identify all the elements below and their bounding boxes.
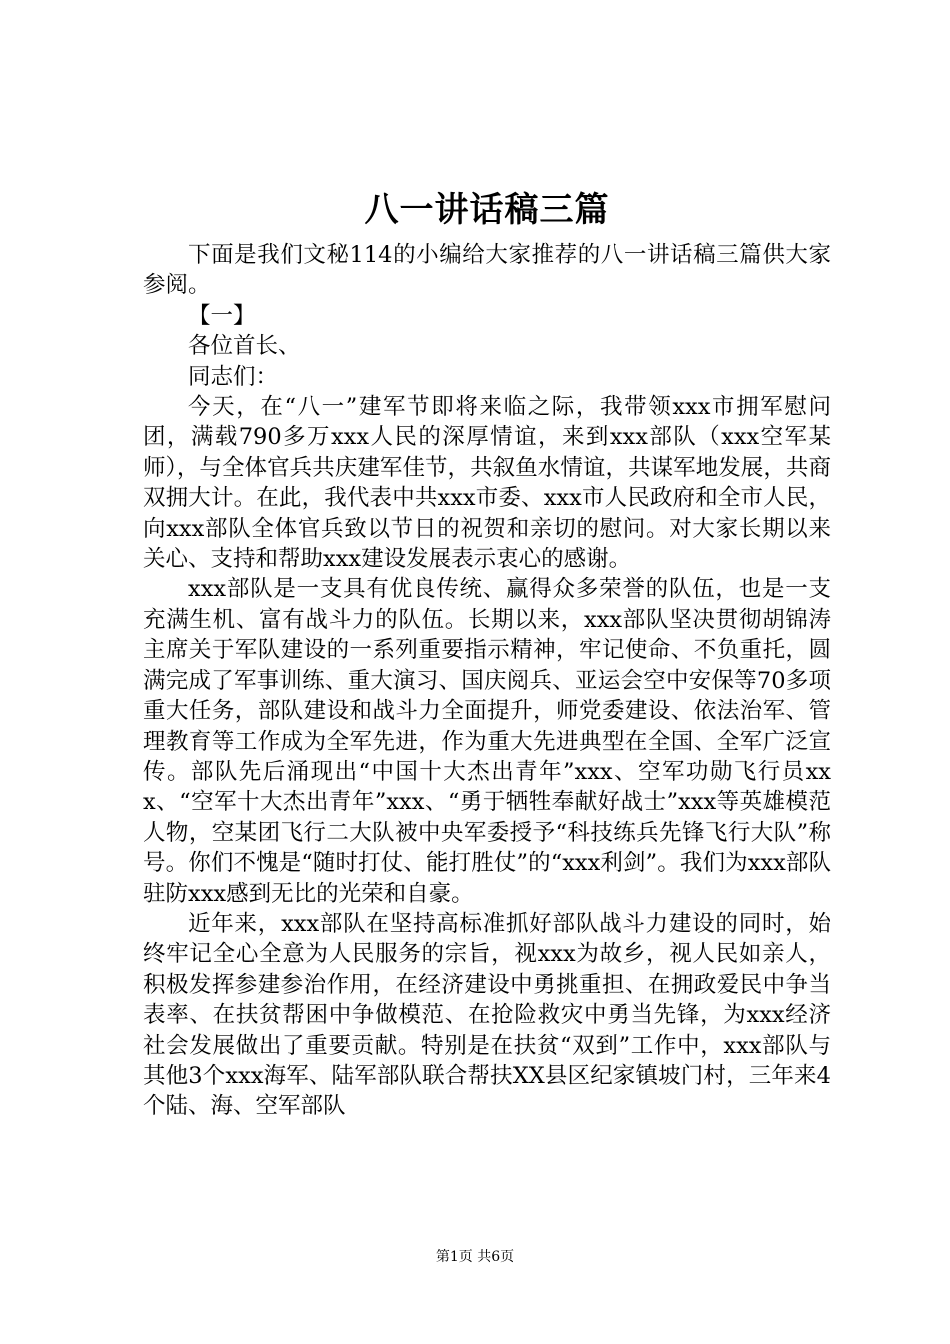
salutation-line: 同志们：: [188, 363, 279, 390]
body-paragraph: 近年来，xxx部队在坚持高标准抓好部队战斗力建设的同时，始终牢记全心全意为人民服务的宗旨，视xxx为故乡，视人民如亲人，积极发挥参建参治作用，在经济建设中勇挑重担、在拥政爱民中争当表率、在扶贫帮困中争做模范、在抢险救灾中勇当先锋，为xxx经济社会发展做出了重要贡献。特别是在扶贫“双到”工作中，xxx部队与其他3个xxx海军、陆军部队联合帮扶XX县区纪家镇坡门村，三年来4个陆、海、空军部队: [143, 910, 831, 1120]
page-number-footer: 第1页 共6页: [435, 1249, 515, 1265]
section-heading: 【一】: [188, 302, 256, 329]
document-page: [143, 188, 831, 1122]
intro-paragraph: 下面是我们文秘114的小编给大家推荐的八一讲话稿三篇供大家参阅。: [143, 242, 831, 299]
body-paragraph: 今天，在“八一”建军节即将来临之际，我带领xxx市拥军慰问团，满载790多万xxx人民的深厚情谊，来到xxx部队（xxx空军某师），与全体官兵共庆建军佳节，共叙鱼水情谊，共谋军地发展，共商双拥大计。在此，我代表中共xxx市委、xxx市人民政府和全市人民，向xxx部队全体官兵致以节日的祝贺和亲切的慰问。对大家长期以来关心、支持和帮助xxx建设发展表示衷心的感谢。: [143, 394, 831, 573]
salutation-line: 各位首长、: [188, 333, 301, 360]
body-paragraph: xxx部队是一支具有优良传统、赢得众多荣誉的队伍，也是一支充满生机、富有战斗力的队伍。长期以来，xxx部队坚决贯彻胡锦涛主席关于军队建设的一系列重要指示精神，牢记使命、不负重托，圆满完成了军事训练、重大演习、国庆阅兵、亚运会空中安保等70多项重大任务，部队建设和战斗力全面提升，师党委建设、依法治军、管理教育等工作成为全军先进，作为重大先进典型在全国、全军广泛宣传。部队先后涌现出“中国十大杰出青年”xxx、空军功勋飞行员xxx、“空军十大杰出青年”xxx、“勇于牺牲奉献好战士”xxx等英雄模范人物，空某团飞行二大队被中央军委授予“科技练兵先锋飞行大队”称号。你们不愧是“随时打仗、能打胜仗”的“xxx利剑”。我们为xxx部队驻防xxx感到无比的光荣和自豪。: [143, 576, 831, 907]
document-title: 八一讲话稿三篇: [364, 190, 610, 230]
